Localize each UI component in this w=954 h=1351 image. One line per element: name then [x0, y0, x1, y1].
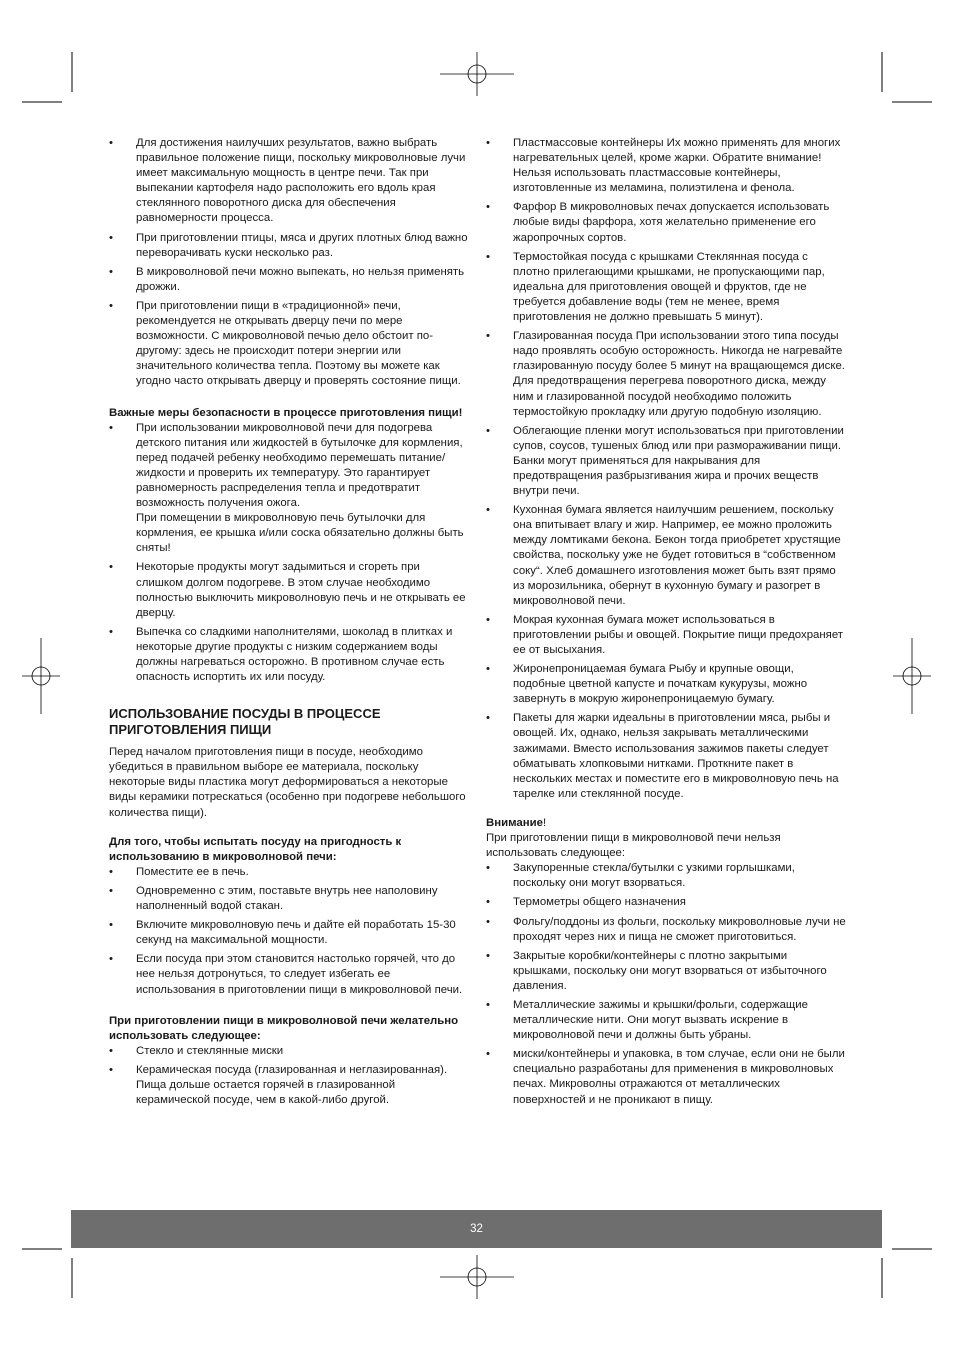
list-item: • Термостойкая посуда с крышками Стеклянная посуда с плотно прилегающими крышками, не пропускающими пар, идеальна для приготовления овощей и фруктов, где не требуется добавление воды (тем не менее, время приготовления не должно превышать 5 минут). [486, 250, 846, 325]
recommended-list [109, 1044, 469, 1108]
list-item: • В микроволновой печи можно выпекать, но нельзя применять дрожжи. [109, 265, 469, 295]
right-column [486, 136, 846, 1112]
recommended-heading: При приготовлении пищи в микроволновой печи желательно использовать следующее: [109, 1014, 459, 1042]
section-paragraph: Перед началом приготовления пищи в посуде, необходимо убедиться в правильном выборе ее материала, поскольку некоторые виды пластика могут деформироваться а некоторые виды керамики потрескаться (особенно при подогреве небольшого количества пищи). [109, 746, 466, 819]
list-item-text: Выпечка со сладкими наполнителями, шоколад в плитках и некоторые другие продукты с низким содержанием воды должны нагреваться осторожно. В противном случае есть опасность испортить их или посуду. [136, 625, 453, 684]
list-item: • Фольгу/поддоны из фольги, поскольку микроволновые лучи не проходят через них и пища не сможет приготовиться. [486, 915, 846, 945]
safety-heading: Важные меры безопасности в процессе приготовления пищи! [109, 406, 463, 419]
list-item: • Жиронепроницаемая бумага Рыбу и крупные овощи, подобные цветной капусте и початкам кукурузы, можно завернуть в мокрую жиронепроницаемую бумагу. [486, 662, 846, 707]
attention-suffix: ! [542, 816, 547, 829]
registration-mark-left [22, 638, 60, 714]
registration-mark-top [440, 52, 514, 96]
list-item: • Керамическая посуда (глазированная и неглазированная). Пища дольше остается горячей в глазированной керамической посуде, чем в какой-либо другой. [109, 1063, 469, 1108]
registration-mark-bottom [440, 1255, 514, 1299]
list-item: • Одновременно с этим, поставьте внутрь нее наполовину наполненный водой стакан. [109, 884, 469, 914]
list-item: • Поместите ее в печь. [109, 865, 469, 880]
list-item: • Закрытые коробки/контейнеры с плотно закрытыми крышками, поскольку они могут взорваться от избыточного давления. [486, 949, 846, 994]
intro-tips-list [109, 136, 469, 390]
list-item: • Стекло и стеклянные миски [109, 1044, 469, 1059]
test-steps-list [109, 865, 469, 998]
section-title-line: ИСПОЛЬЗОВАНИЕ ПОСУДЫ В ПРОЦЕССЕ [109, 706, 381, 722]
list-item-extra: При помещении в микроволновую печь бутылочки для кормления, ее крышка и/или соска обязательно должны быть сняты! [136, 512, 464, 555]
forbidden-list [486, 861, 846, 1107]
cookware-list [486, 136, 846, 802]
list-item-text: Некоторые продукты могут задымиться и сгореть при слишком долгом подогреве. В этом случае необходимо полностью выключить микроволновую печь и не открывать ее дверцу. [136, 561, 466, 619]
section-title-line: ПРИГОТОВЛЕНИЯ ПИЩИ [109, 722, 272, 738]
list-item: • Пластмассовые контейнеры Их можно применять для многих нагревательных целей, кроме жарки. Обратите внимание! Нельзя использовать пластмассовые контейнеры, изготовленные из меламина, полиэтилена и фенола. [486, 136, 846, 196]
list-item: • При приготовлении пищи в «традиционной» печи, рекомендуется не открывать дверцу печи по мере возможности. С микроволновой печью дело обстоит по-другому: здесь не происходит потери энергии или значительного количества тепла. Поэтому вы можете как угодно часто открывать дверцу и проверять состояние пищи. [109, 299, 469, 390]
list-item: • Фарфор В микроволновых печах допускается использовать любые виды фарфора, хотя желательно применение его жаропрочных сортов. [486, 200, 846, 245]
test-heading: Для того, чтобы испытать посуду на пригодность к использованию в микроволновой печи: [109, 835, 402, 863]
list-item: • миски/контейнеры и упаковка, в том случае, если они не были специально разработаны для применения в микроволновых печах. Микроволны отражаются от металлических поверхностей и не проникают в пищу. [486, 1047, 846, 1107]
section-title [109, 706, 469, 738]
list-item: • Если посуда при этом становится настолько горячей, что до нее нельзя дотронуться, то следует избегать ее использования в приготовлении пищи в микроволновой печи. [109, 952, 469, 997]
registration-mark-right [893, 638, 931, 714]
attention-block [486, 816, 846, 861]
list-item: • Кухонная бумага является наилучшим решением, поскольку она впитывает влагу и жир. Например, ее можно проложить между ломтиками бекона. Бекон тогда приобретет хрустящие свойства, поскольку уже не будет готовиться в “собственном соку“. Хлеб домашнего изготовления может быть взят прямо из морозильника, обернут в кухонную бумагу и разогрет в микроволновой печи. [486, 503, 846, 609]
attention-heading [486, 816, 846, 831]
list-item [109, 625, 469, 685]
page-footer [71, 1210, 882, 1248]
list-item: • При приготовлении птицы, мяса и других плотных блюд важно переворачивать куски несколько раз. [109, 231, 469, 261]
list-item: • Металлические зажимы и крышки/фольги, содержащие металлические нити. Они могут вызвать искрение в микроволновой печи и должны быть убраны. [486, 998, 846, 1043]
list-item: • Глазированная посуда При использовании этого типа посуды надо проявлять особую осторожность. Никогда не нагревайте глазированную посуду более 5 минут на вращающемся диске. Для предотвращения перегрева поворотного диска, между ним и глазированной посудой необходимо положить термостойкую прокладку или другую подобную изоляцию. [486, 329, 846, 420]
page-number: 32 [470, 1223, 483, 1235]
list-item: • Мокрая кухонная бумага может использоваться в приготовлении рыбы и овощей. Покрытие пищи предохраняет ее от высыхания. [486, 613, 846, 658]
attention-label: Внимание [486, 816, 543, 829]
list-item: • Закупоренные стекла/бутылки с узкими горлышками, поскольку они могут взорваться. [486, 861, 846, 891]
left-column [109, 136, 469, 1112]
safety-list [109, 421, 469, 686]
list-item: • Облегающие пленки могут использоваться при приготовлении супов, соусов, тушеных блюд или при размораживании пищи. Банки могут применяться для накрывания для предотвращения разбрызгивания жира и прочих веществ внутри печи. [486, 424, 846, 499]
list-item: • Для достижения наилучших результатов, важно выбрать правильное положение пищи, поскольку микроволновые лучи имеет максимальную мощность в центре печи. Так при выпекании картофеля надо расположить его вдоль края стеклянного поворотного диска для обеспечения равномерности процесса. [109, 136, 469, 227]
list-item-text: При использовании микроволновой печи для подогрева детского питания или жидкостей в бутылочке для кормления, перед подачей ребенку необходимо перемешать питание/жидкости и проверить их температуру. Это гарантирует равномерность распределения тепла и предотвратит возможность получения ожога. [136, 421, 463, 510]
list-item: • Включите микроволновую печь и дайте ей поработать 15-30 секунд на максимальной мощности. [109, 918, 469, 948]
list-item [109, 421, 469, 557]
attention-text: При приготовлении пищи в микроволновой печи нельзя использовать следующее: [486, 832, 781, 860]
list-item [109, 560, 469, 620]
list-item: • Термометры общего назначения [486, 895, 846, 910]
list-item: • Пакеты для жарки идеальны в приготовлении мяса, рыбы и овощей. Их, однако, нельзя закрывать металлическими зажимами. Вместо использования зажимов пакеты следует обматывать хлопковыми нитками. Проткните пакет в нескольких местах и поместите его в микроволновую печь на тарелке или стеклянной посуде. [486, 711, 846, 802]
